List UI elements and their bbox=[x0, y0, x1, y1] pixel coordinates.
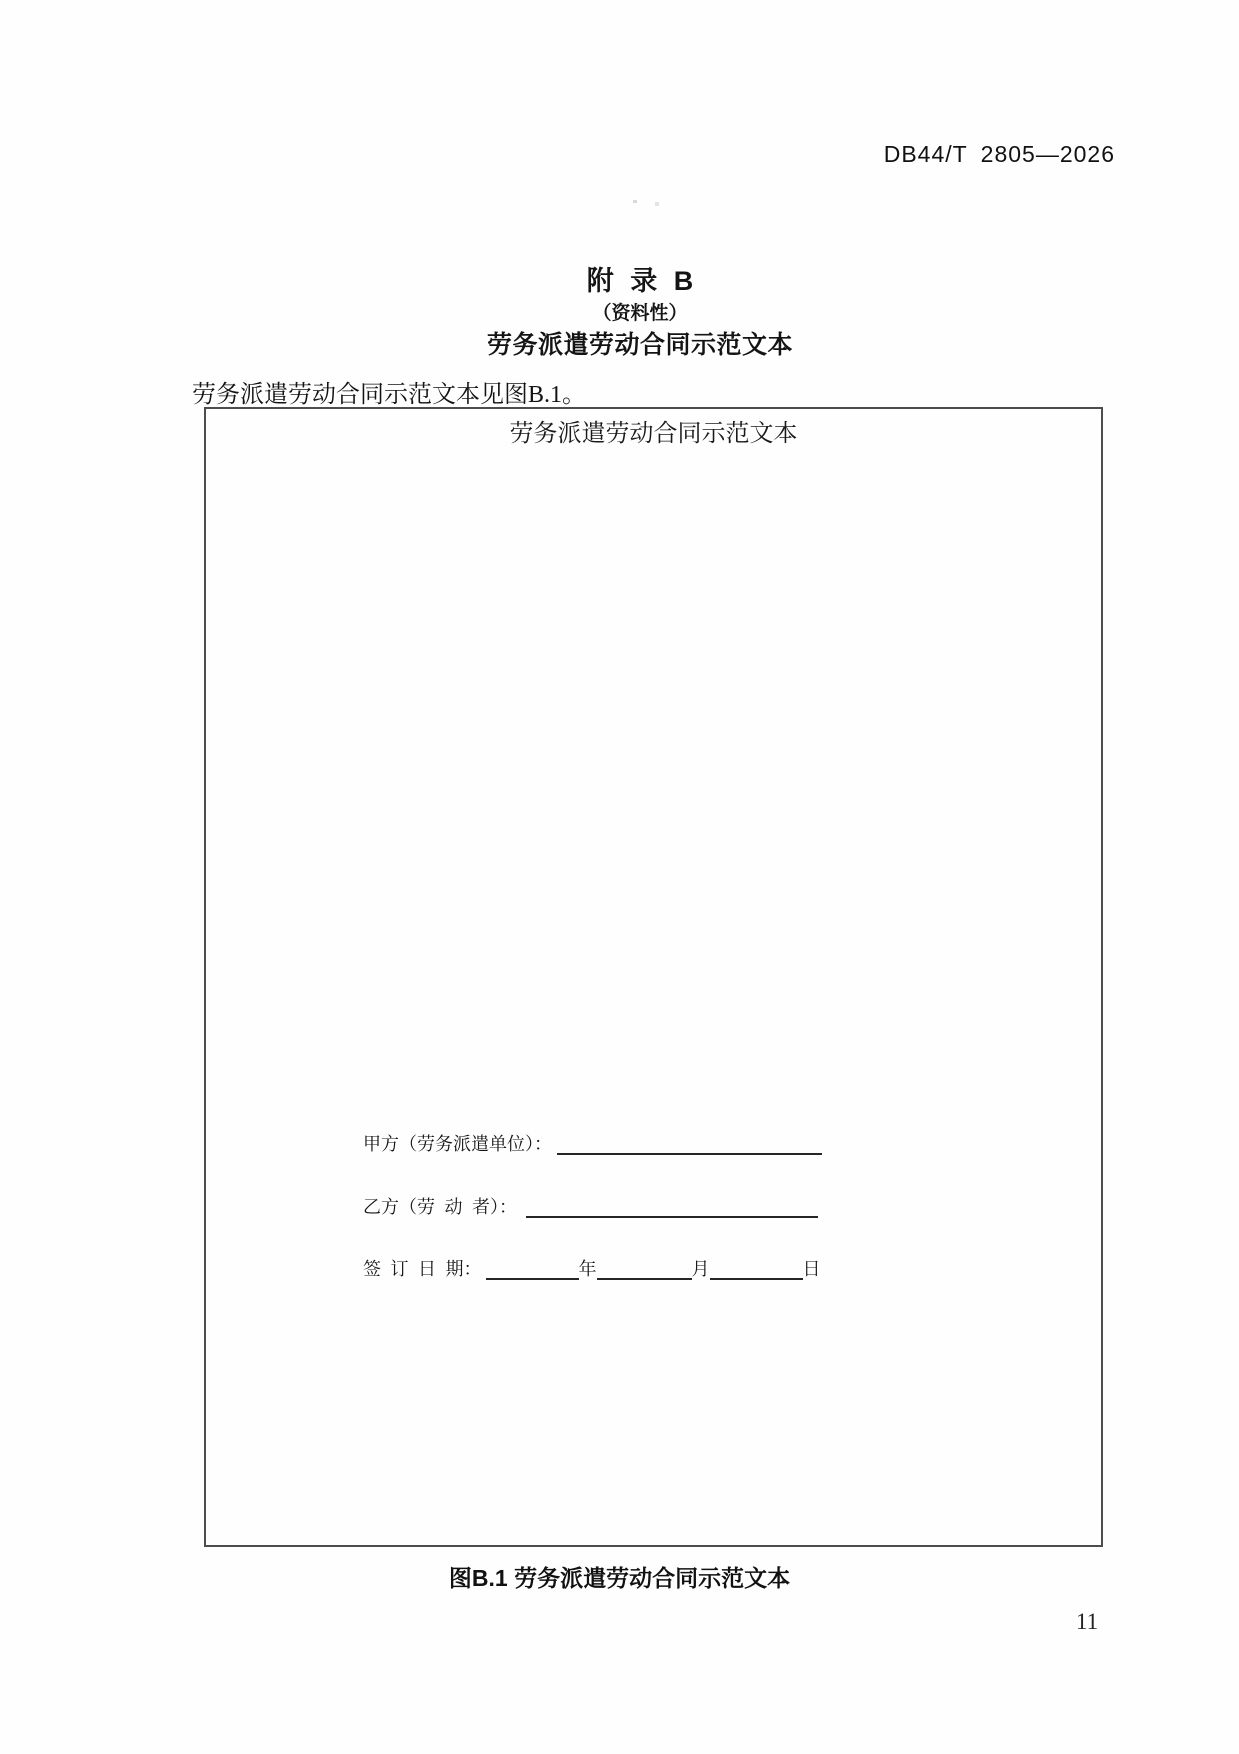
appendix-classification: （资料性） bbox=[592, 303, 688, 324]
sign-date-row bbox=[363, 1255, 821, 1281]
appendix-heading-block bbox=[168, 259, 1112, 359]
figure-caption: 图B.1 劳务派遣劳动合同示范文本 bbox=[448, 1565, 791, 1591]
month-blank-line bbox=[597, 1264, 692, 1280]
day-label: 日 bbox=[802, 1259, 821, 1279]
sign-date-label: 签 订 日 期： bbox=[363, 1259, 482, 1279]
appendix-label: 附 录 B bbox=[586, 266, 694, 296]
party-b-row bbox=[363, 1193, 818, 1219]
day-blank-line bbox=[710, 1264, 803, 1280]
party-b-blank-line bbox=[526, 1202, 818, 1218]
appendix-title: 劳务派遣劳动合同示范文本 bbox=[486, 331, 793, 359]
party-a-blank-line bbox=[557, 1139, 822, 1155]
party-b-label: 乙方（劳 动 者）： bbox=[363, 1197, 517, 1217]
standard-code: DB44/T 2805—2026 bbox=[883, 141, 1115, 167]
party-a-row bbox=[363, 1130, 822, 1156]
party-a-label: 甲方（劳务派遣单位）： bbox=[363, 1134, 552, 1154]
contract-form-box bbox=[204, 407, 1103, 1547]
contract-form-title: 劳务派遣劳动合同示范文本 bbox=[509, 421, 798, 447]
month-label: 月 bbox=[691, 1259, 710, 1279]
scan-artifact-dot bbox=[633, 200, 637, 203]
scan-artifact-dot bbox=[655, 202, 659, 206]
page-number: 11 bbox=[1076, 1609, 1099, 1634]
year-label: 年 bbox=[578, 1259, 597, 1279]
year-blank-line bbox=[486, 1264, 579, 1280]
appendix-intro-text: 劳务派遣劳动合同示范文本见图B.1。 bbox=[192, 382, 587, 408]
